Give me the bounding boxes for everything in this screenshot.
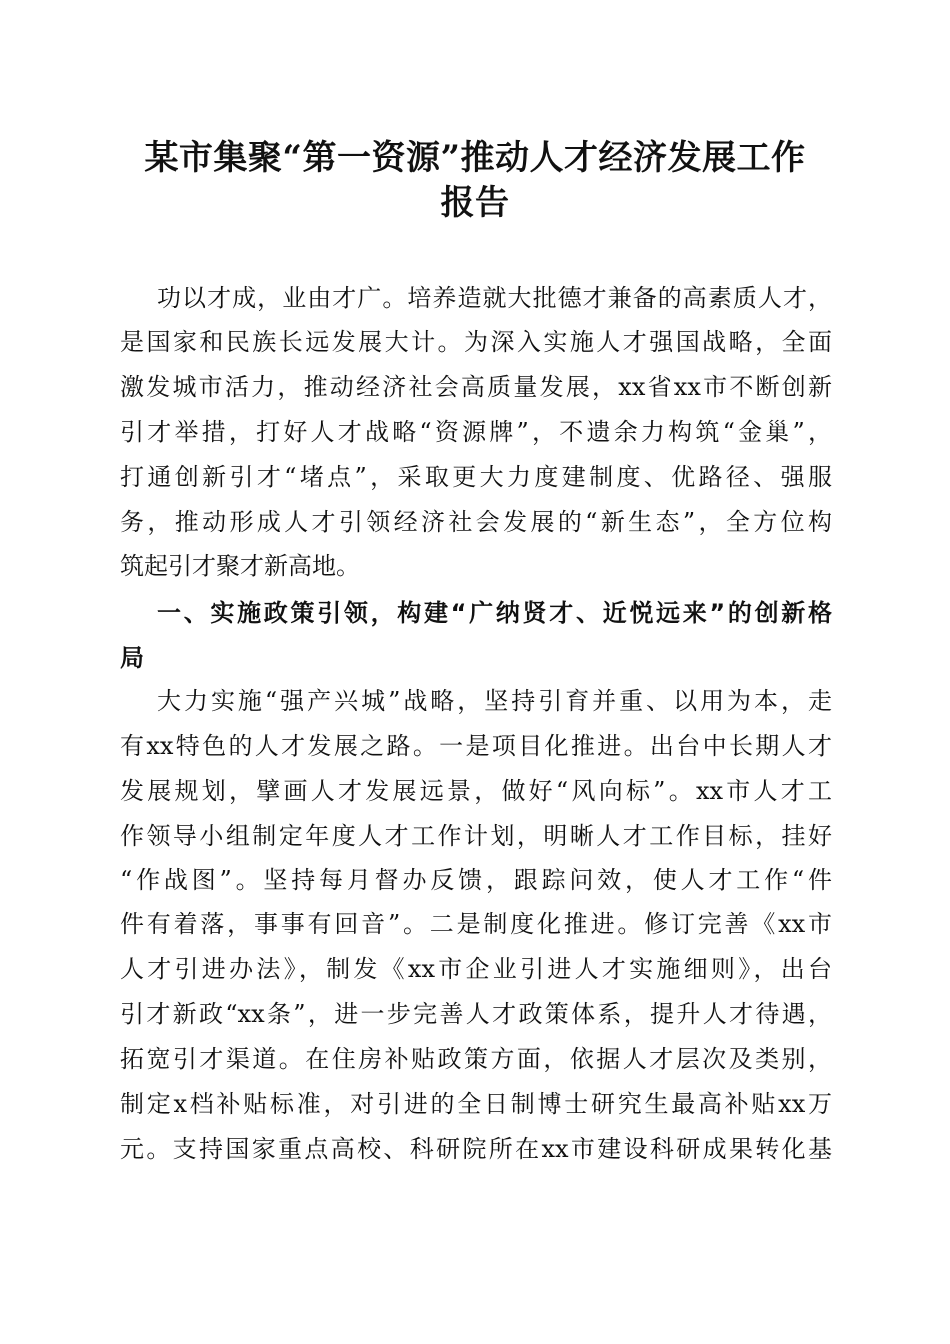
text-line: 是国家和民族长远发展大计。为深入实施人才强国战略，全面 xyxy=(120,328,832,356)
text-line: 人才引进办法》，制发《xx市企业引进人才实施细则》，出台 xyxy=(120,955,832,983)
document-title-line-2: 报告 xyxy=(440,183,510,223)
text-line: 务，推动形成人才引领经济社会发展的“新生态”，全方位构 xyxy=(120,508,832,536)
text-line: 拓宽引才渠道。在住房补贴政策方面，依据人才层次及类别， xyxy=(120,1045,832,1073)
text-line: 发展规划，擘画人才发展远景，做好“风向标”。xx市人才工 xyxy=(120,777,832,805)
text-line: “作战图”。坚持每月督办反馈，跟踪问效，使人才工作“件 xyxy=(120,866,832,894)
text-line: 激发城市活力，推动经济社会高质量发展，xx省xx市不断创新 xyxy=(120,373,832,401)
heading-line: 一、实施政策引领，构建“广纳贤才、近悦远来”的创新格 xyxy=(157,599,832,627)
text-line: 制定x档补贴标准，对引进的全日制博士研究生最高补贴xx万 xyxy=(120,1090,832,1118)
text-line: 引才举措，打好人才战略“资源牌”，不遗余力构筑“金巢”， xyxy=(120,418,832,446)
text-line: 打通创新引才“堵点”，采取更大力度建制度、优路径、强服 xyxy=(120,463,832,491)
text-line: 筑起引才聚才新高地。 xyxy=(120,552,360,580)
text-line: 件有着落，事事有回音”。二是制度化推进。修订完善《xx市 xyxy=(120,910,832,938)
document-title-line-1: 某市集聚“第一资源”推动人才经济发展工作 xyxy=(144,138,806,178)
text-line: 引才新政“xx条”，进一步完善人才政策体系，提升人才待遇， xyxy=(120,1000,832,1028)
text-line: 作领导小组制定年度人才工作计划，明晰人才工作目标，挂好 xyxy=(120,822,832,850)
text-line: 有xx特色的人才发展之路。一是项目化推进。出台中长期人才 xyxy=(120,732,832,760)
text-line: 大力实施“强产兴城”战略，坚持引育并重、以用为本，走 xyxy=(157,687,832,715)
heading-line: 局 xyxy=(120,644,144,672)
text-line: 功以才成，业由才广。培养造就大批德才兼备的高素质人才， xyxy=(157,284,832,312)
text-line: 元。支持国家重点高校、科研院所在xx市建设科研成果转化基 xyxy=(120,1135,832,1163)
